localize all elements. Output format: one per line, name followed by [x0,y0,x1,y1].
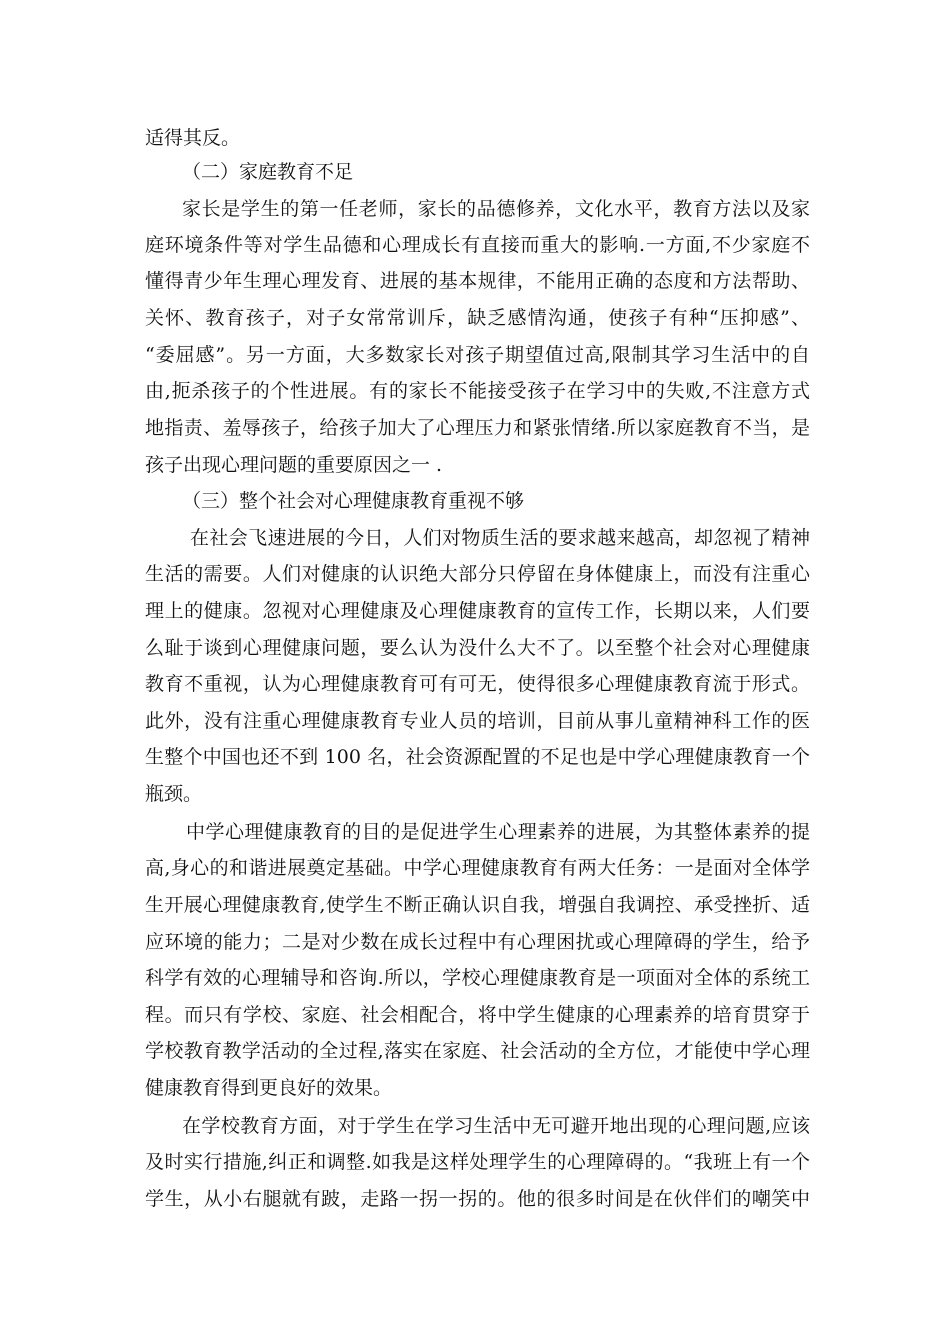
text-line: 生活的需要。人们对健康的认识绝大部分只停留在身体健康上，而没有注重心 [145,563,810,585]
text-line: 中学心理健康教育的目的是促进学生心理素养的进展，为其整体素养的提 [186,821,810,843]
text-line: 庭环境条件等对学生品德和心理成长有直接而重大的影响.一方面,不少家庭不 [145,234,810,256]
text-line: 关怀、教育孩子，对子女常常训斥，缺乏感情沟通，使孩子有种“压抑感”、 [145,307,810,329]
text-line: 生开展心理健康教育,使学生不断正确认识自我，增强自我调控、承受挫折、适 [145,894,810,916]
text-line: “委屈感”。另一方面，大多数家长对孩子期望值过高,限制其学习生活中的自 [145,344,810,366]
text-line: 懂得青少年生理心理发育、进展的基本规律，不能用正确的态度和方法帮助、 [145,270,810,292]
text-line: 家长是学生的第一任老师，家长的品德修养，文化水平，教育方法以及家 [182,198,810,220]
text-line: 应环境的能力；二是对少数在成长过程中有心理困扰或心理障碍的学生，给予 [145,931,810,953]
text-line: 健康教育得到更良好的效果。 [145,1077,393,1099]
section-heading: （二）家庭教育不足 [182,161,354,183]
text-line: 高,身心的和谐进展奠定基础。中学心理健康教育有两大任务：一是面对全体学 [145,857,810,879]
text-line: 及时实行措施,纠正和调整.如我是这样处理学生的心理障碍的。“我班上有一个 [145,1151,810,1173]
text-line: 瓶颈。 [145,783,203,805]
section-heading: （三）整个社会对心理健康教育重视不够 [182,490,525,512]
text-line: 在社会飞速进展的今日，人们对物质生活的要求越来越高，却忽视了精神 [190,527,810,549]
text-line: 理上的健康。忽视对心理健康及心理健康教育的宣传工作，长期以来，人们要 [145,600,810,622]
text-line: 学校教育教学活动的全过程,落实在家庭、社会活动的全方位，才能使中学心理 [145,1040,810,1062]
text-line: 程。而只有学校、家庭、社会相配合，将中学生健康的心理素养的培育贯穿于 [145,1004,810,1026]
text-line: 科学有效的心理辅导和咨询.所以，学校心理健康教育是一项面对全体的系统工 [145,967,810,989]
text-line: 由,扼杀孩子的个性进展。有的家长不能接受孩子在学习中的失败,不注意方式 [145,380,810,402]
text-line: 地指责、羞辱孩子，给孩子加大了心理压力和紧张情绪.所以家庭教育不当，是 [145,417,810,439]
text-line: 在学校教育方面，对于学生在学习生活中无可避开地出现的心理问题,应该 [182,1115,810,1137]
text-line: 孩子出现心理问题的重要原因之一 . [145,454,443,476]
text-line: 此外，没有注重心理健康教育专业人员的培训，目前从事儿童精神科工作的医 [145,710,810,732]
text-line: 教育不重视，认为心理健康教育可有可无，使得很多心理健康教育流于形式。 [145,673,810,695]
text-line: 么耻于谈到心理健康问题，要么认为没什么大不了。以至整个社会对心理健康 [145,637,810,659]
text-line: 学生，从小右腿就有跛，走路一拐一拐的。他的很多时间是在伙伴们的嘲笑中 [145,1188,810,1210]
text-line: 适得其反。 [145,127,241,149]
text-line: 生整个中国也还不到 100 名，社会资源配置的不足也是中学心理健康教育一个 [145,746,810,768]
